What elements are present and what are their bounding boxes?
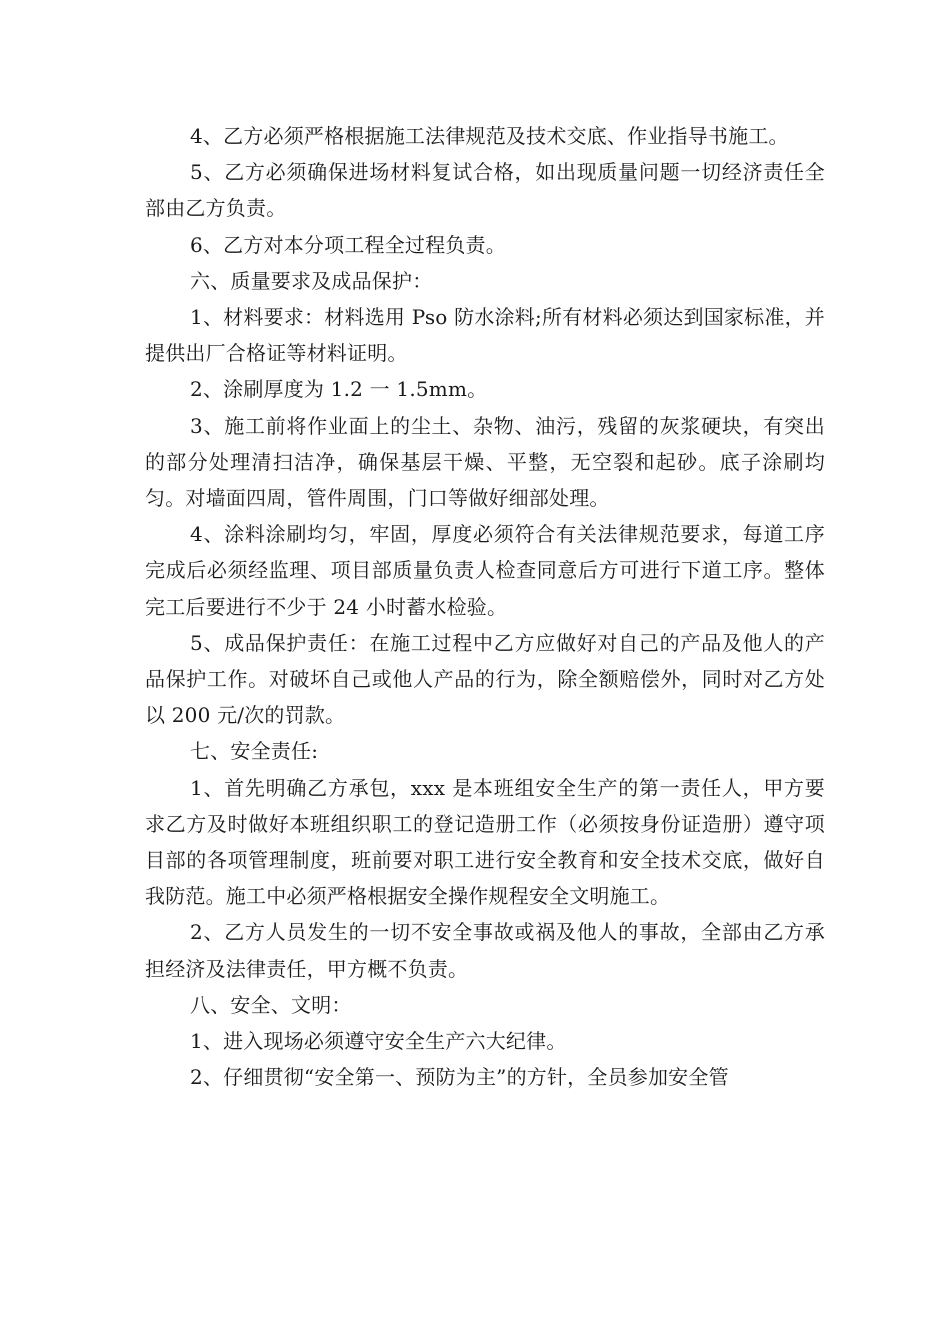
section-heading-safety-civility: 八、安全、文明： xyxy=(190,992,352,1017)
document-body xyxy=(145,118,825,1095)
paragraph-full-process-responsibility: 6、乙方对本分项工程全过程负责。 xyxy=(190,232,506,257)
paragraph-six-disciplines: 1、进入现场必须遵守安全生产六大纪律。 xyxy=(190,1029,567,1054)
paragraph-material-requirements: 1、材料要求：材料选用 Pso 防水涂料;所有材料必须达到国家标准，并提供出厂合格证等材料证明。 xyxy=(145,305,825,366)
paragraph-product-protection: 5、成品保护责任：在施工过程中乙方应做好对自己的产品及他人的产品保护工作。对破坏自己或他人产品的行为，除全额赔偿外，同时对乙方处以 200 元/次的罚款。 xyxy=(145,630,825,728)
paragraph-material-retest: 5、乙方必须确保进场材料复试合格，如出现质量问题一切经济责任全部由乙方负责。 xyxy=(145,160,825,221)
paragraph-safety-policy: 2、仔细贯彻“安全第一、预防为主”的方针，全员参加安全管 xyxy=(190,1065,729,1090)
paragraph-coating-thickness: 2、涂刷厚度为 1.2 一 1.5mm。 xyxy=(190,377,488,402)
paragraph-construction-guidance: 4、乙方必须严格根据施工法律规范及技术交底、作业指导书施工。 xyxy=(190,124,789,148)
paragraph-accident-liability: 2、乙方人员发生的一切不安全事故或祸及他人的事故，全部由乙方承担经济及法律责任，甲方概不负责。 xyxy=(145,920,825,981)
section-heading-safety: 七、安全责任: xyxy=(190,739,319,764)
paragraph-safety-responsible-person: 1、首先明确乙方承包，xxx 是本班组安全生产的第一责任人，甲方要求乙方及时做好本班组织职工的登记造册工作（必须按身份证造册）遵守项目部的各项管理制度，班前要对职工进行安全教育和安全技术交底，做好自我防范。施工中必须严格根据安全操作规程安全文明施工。 xyxy=(145,775,825,909)
section-heading-quality: 六、质量要求及成品保护： xyxy=(190,268,433,293)
paragraph-surface-preparation: 3、施工前将作业面上的尘土、杂物、油污，残留的灰浆硬块，有突出的部分处理清扫洁净，确保基层干燥、平整，无空裂和起砂。底子涂刷均匀。对墙面四周，管件周围，门口等做好细部处理。 xyxy=(145,413,825,511)
paragraph-coating-inspection: 4、涂料涂刷均匀，牢固，厚度必须符合有关法律规范要求，每道工序完成后必须经监理、项目部质量负责人检查同意后方可进行下道工序。整体完工后要进行不少于 24 小时蓄水检验。 xyxy=(145,522,825,619)
